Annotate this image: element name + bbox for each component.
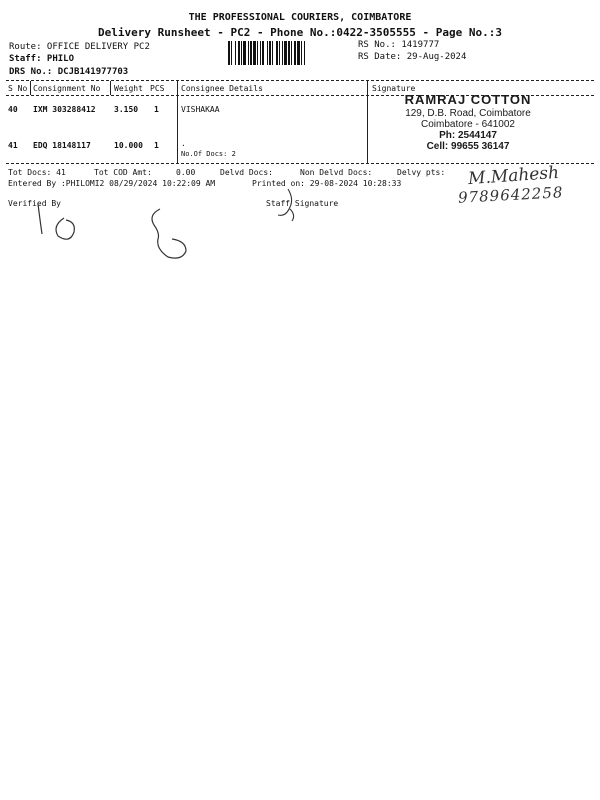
row-sno: 40 bbox=[8, 105, 18, 114]
barcode bbox=[228, 41, 352, 65]
company-stamp bbox=[378, 92, 558, 152]
row-doc-count: No.Of Docs: 2 bbox=[181, 150, 236, 158]
staff-label: Staff: PHILO bbox=[9, 54, 75, 64]
row-consignment-no: EDQ 18148117 bbox=[33, 141, 91, 150]
row-consignee: VISHAKAA bbox=[181, 105, 220, 114]
handwritten-phone: 9789642258 bbox=[457, 183, 564, 207]
runsheet-subtitle: Delivery Runsheet - PC2 - Phone No.:0422-3505555 - Page No.:3 bbox=[98, 26, 502, 39]
total-docs: Tot Docs: 41 bbox=[8, 168, 66, 177]
table-bottom-rule bbox=[6, 163, 594, 164]
stamp-name: RAMRAJ COTTON bbox=[404, 92, 532, 107]
entered-by: Entered By :PHILOMI2 08/29/2024 10:22:09 AM bbox=[8, 179, 216, 188]
verified-by-label: Verified By bbox=[8, 199, 61, 208]
row-pcs: 1 bbox=[154, 141, 159, 150]
rs-number: RS No.: 1419777 bbox=[358, 40, 440, 50]
delivered-docs: Delvd Docs: bbox=[220, 168, 273, 177]
row-consignee: . bbox=[181, 139, 186, 148]
stamp-city: Coimbatore - 641002 bbox=[421, 119, 515, 130]
rs-date: RS Date: 29-Aug-2024 bbox=[358, 52, 467, 62]
company-title: THE PROFESSIONAL COURIERS, COIMBATORE bbox=[188, 12, 412, 23]
row-weight: 10.000 bbox=[114, 141, 143, 150]
column-divider bbox=[177, 81, 178, 163]
column-divider bbox=[110, 81, 111, 95]
column-divider bbox=[367, 81, 368, 163]
col-header-pcs: PCS bbox=[150, 84, 165, 93]
col-header-weight: Weight bbox=[114, 84, 143, 93]
total-cod-label: Tot COD Amt: bbox=[94, 168, 152, 177]
total-cod-value: 0.00 bbox=[176, 168, 196, 177]
row-pcs: 1 bbox=[154, 105, 159, 114]
route-label: Route: OFFICE DELIVERY PC2 bbox=[9, 42, 150, 52]
stamp-address: 129, D.B. Road, Coimbatore bbox=[405, 108, 531, 119]
row-sno: 41 bbox=[8, 141, 18, 150]
table-top-rule bbox=[6, 80, 594, 81]
printed-on: Printed on: 29-08-2024 10:28:33 bbox=[252, 179, 402, 188]
col-header-consignment: Consignment No bbox=[33, 84, 101, 93]
column-divider bbox=[30, 81, 31, 95]
stamp-cell: Cell: 99655 36147 bbox=[426, 141, 510, 152]
col-header-signature: Signature bbox=[372, 84, 416, 93]
non-delivered-docs: Non Delvd Docs: bbox=[300, 168, 373, 177]
col-header-sno: S No bbox=[8, 84, 28, 93]
verifier-signature bbox=[30, 200, 90, 245]
staff-signature-label: Staff Signature bbox=[266, 199, 339, 208]
drs-number: DRS No.: DCJB141977703 bbox=[9, 67, 129, 77]
staff-signature-mark bbox=[270, 185, 310, 225]
stamp-phone: Ph: 2544147 bbox=[439, 130, 497, 141]
col-header-consignee: Consignee Details bbox=[181, 84, 263, 93]
loop-signature bbox=[142, 205, 197, 265]
handwritten-name: M.Mahesh bbox=[467, 162, 560, 190]
delivery-points: Delvy pts: bbox=[397, 168, 446, 177]
row-weight: 3.150 bbox=[114, 105, 139, 114]
row-consignment-no: IXM 303288412 bbox=[33, 105, 96, 114]
